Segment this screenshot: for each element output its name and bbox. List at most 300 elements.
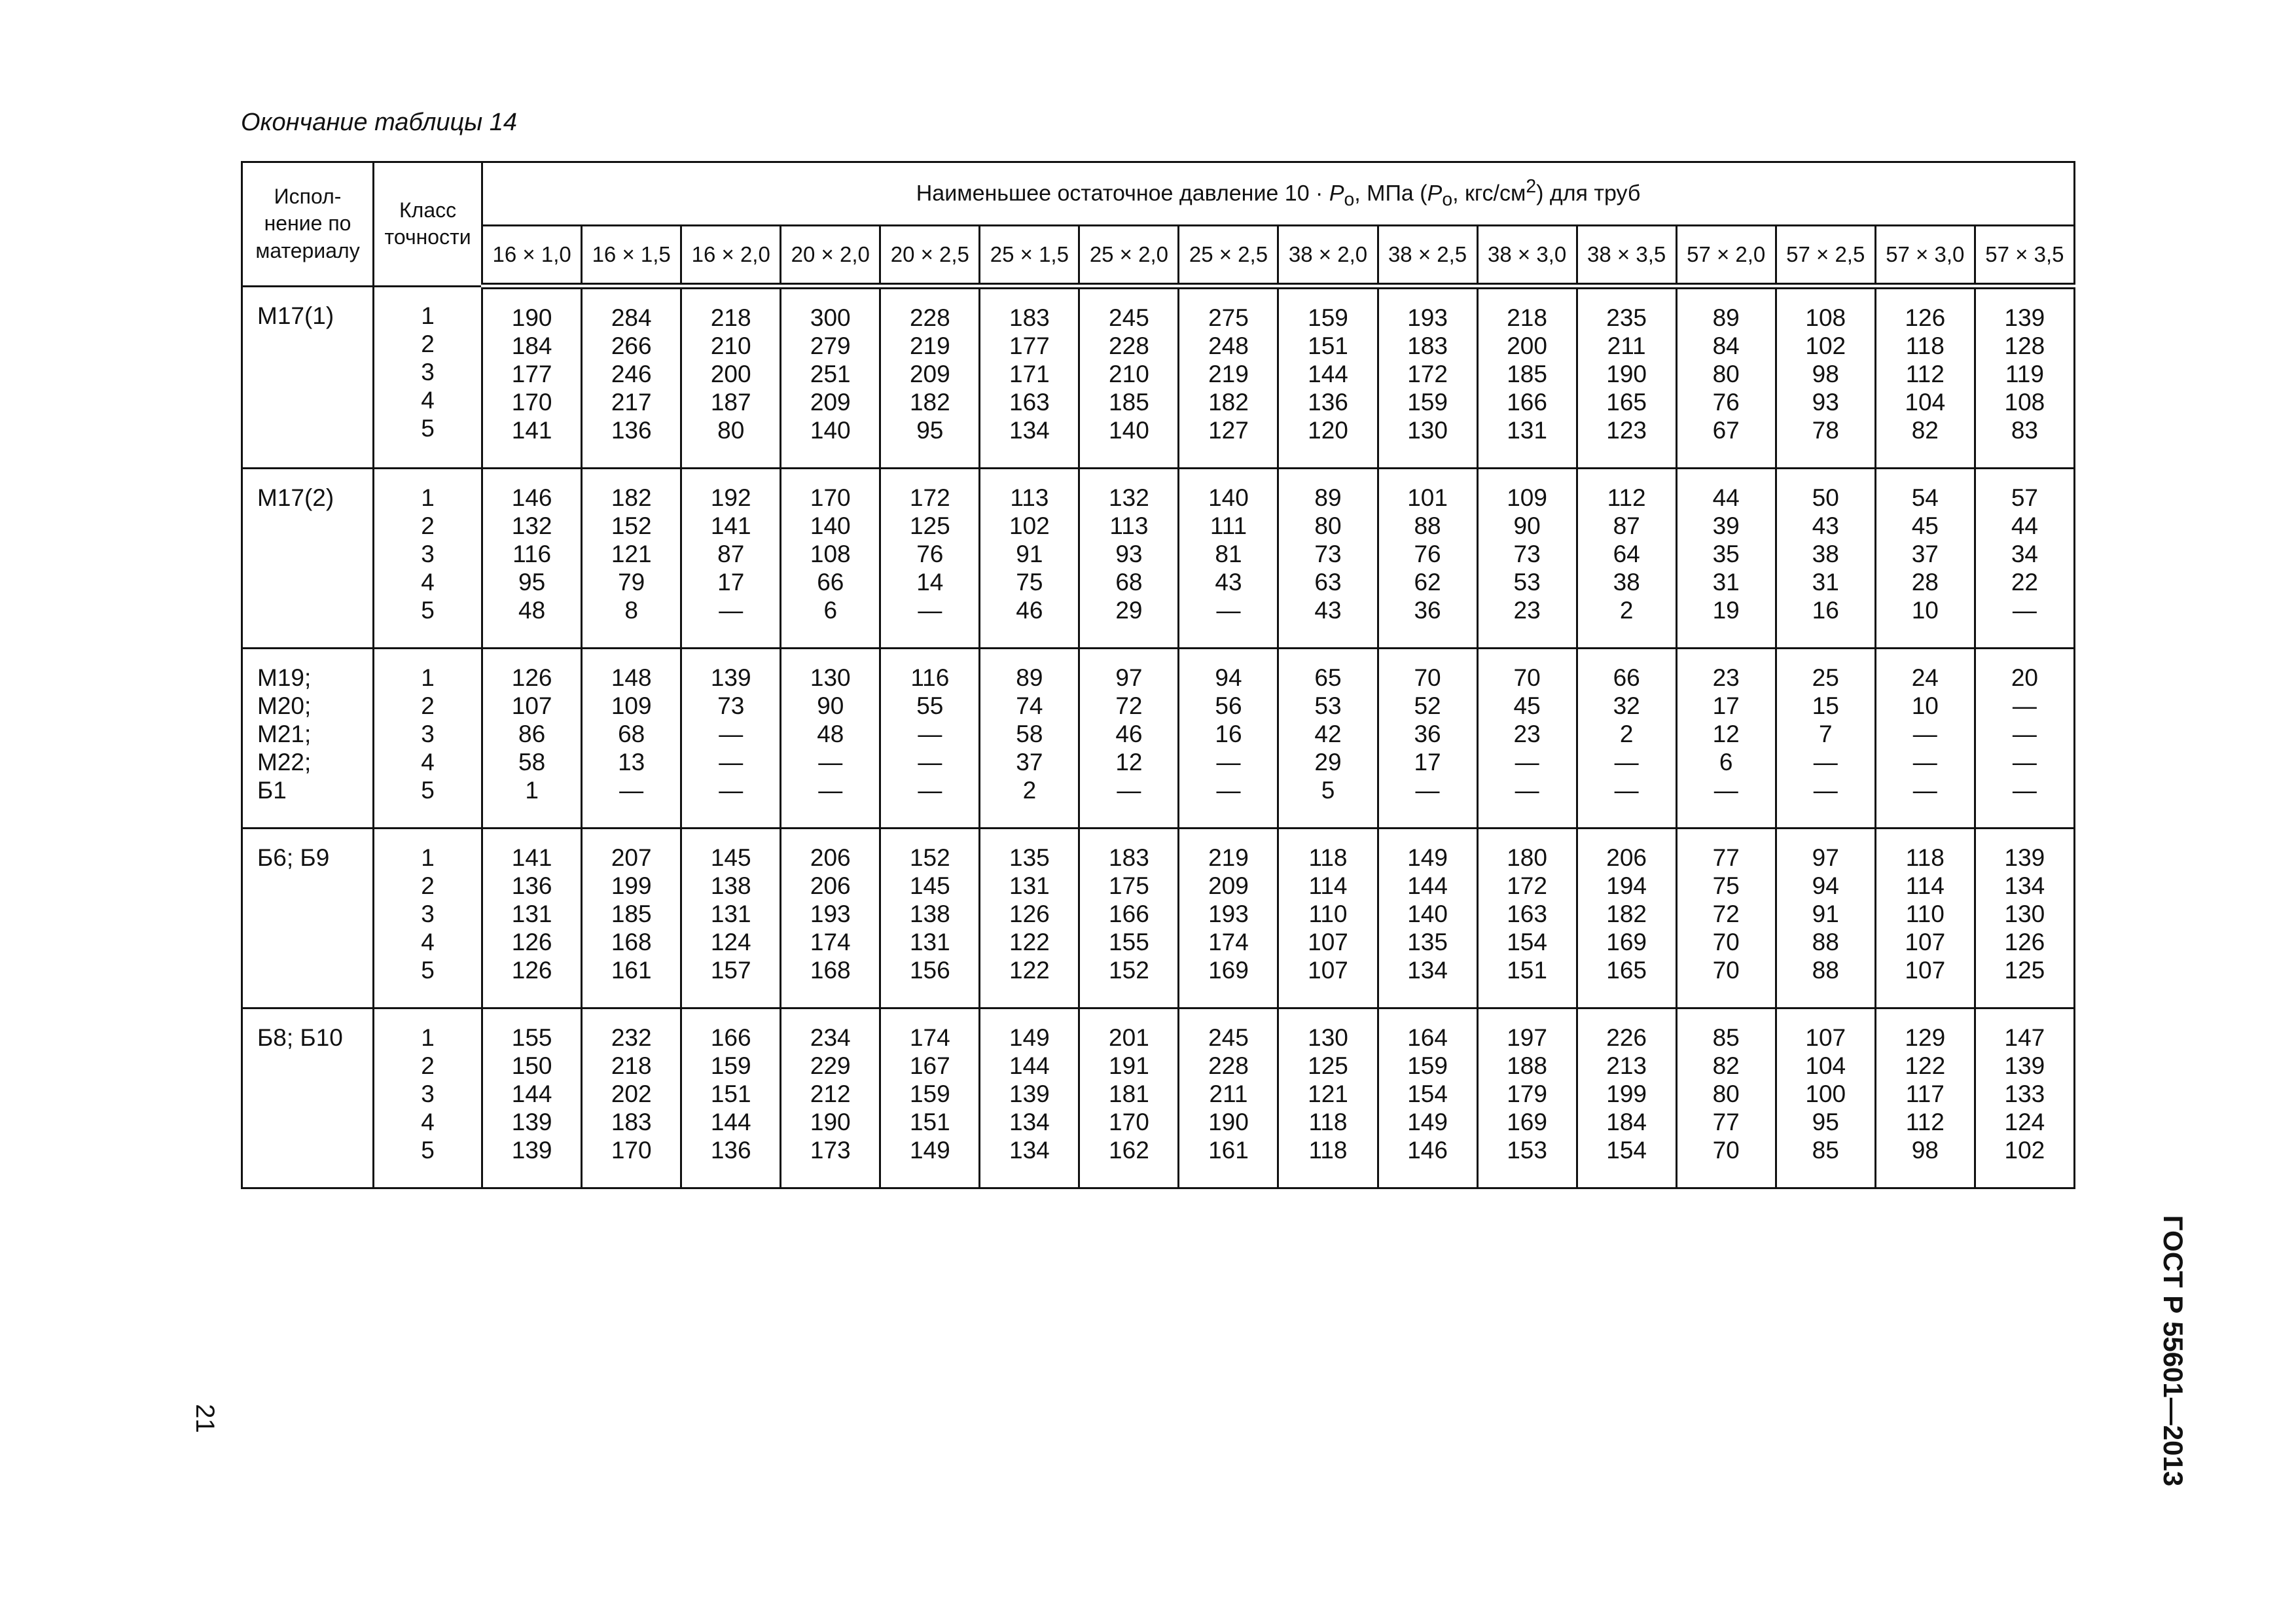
pressure-value: 140 bbox=[1208, 484, 1249, 511]
pressure-cell bbox=[1975, 469, 2074, 649]
pressure-value: 131 bbox=[511, 901, 552, 927]
pipe-size-header: 16 × 1,5 bbox=[582, 226, 681, 287]
pressure-value: 89 bbox=[1016, 664, 1043, 691]
pressure-value: 108 bbox=[810, 541, 851, 567]
pressure-value: 245 bbox=[1109, 304, 1149, 331]
pressure-value: 159 bbox=[1407, 1052, 1448, 1079]
pressure-value: 154 bbox=[1606, 1137, 1647, 1164]
pressure-value: 145 bbox=[909, 872, 950, 899]
pressure-value: 144 bbox=[1009, 1052, 1050, 1079]
pressure-value: 148 bbox=[611, 664, 652, 691]
table-row bbox=[242, 649, 2075, 829]
pressure-value: 209 bbox=[1208, 872, 1249, 899]
pressure-value: — bbox=[1813, 777, 1838, 804]
pressure-value: 46 bbox=[1016, 597, 1043, 624]
pressure-value: 109 bbox=[611, 692, 652, 719]
pressure-cell bbox=[1278, 649, 1378, 829]
pressure-value: 36 bbox=[1414, 597, 1441, 624]
pressure-cell bbox=[681, 286, 781, 469]
pressure-value: 228 bbox=[1109, 332, 1149, 359]
pressure-value: 23 bbox=[1712, 664, 1740, 691]
pressure-value: 66 bbox=[817, 569, 844, 596]
pressure-value: 275 bbox=[1208, 304, 1249, 331]
pressure-value: 39 bbox=[1712, 512, 1740, 539]
pressure-value: 121 bbox=[611, 541, 652, 567]
pressure-cell bbox=[880, 829, 980, 1008]
pressure-value: 211 bbox=[1607, 332, 1646, 359]
pressure-value: 88 bbox=[1812, 929, 1839, 955]
pressure-value: — bbox=[2012, 597, 2037, 624]
pressure-value: 62 bbox=[1414, 569, 1441, 596]
class-value: 2 bbox=[421, 512, 435, 539]
pressure-value: 149 bbox=[1009, 1024, 1050, 1051]
pressure-value: 182 bbox=[1208, 389, 1249, 416]
pressure-value: 78 bbox=[1812, 417, 1839, 444]
pressure-cell bbox=[1975, 829, 2074, 1008]
pressure-value: 185 bbox=[611, 901, 652, 927]
pressure-cell bbox=[1378, 649, 1477, 829]
pressure-value: 45 bbox=[1911, 512, 1939, 539]
pressure-cell bbox=[1378, 1008, 1477, 1188]
pressure-value: 54 bbox=[1911, 484, 1939, 511]
pressure-cell bbox=[1875, 286, 1975, 469]
pressure-value: — bbox=[1912, 749, 1937, 776]
pressure-value: 172 bbox=[1407, 361, 1448, 387]
pressure-value: 122 bbox=[1009, 929, 1050, 955]
pressure-value: 125 bbox=[1308, 1052, 1348, 1079]
pressure-cell bbox=[1776, 649, 1875, 829]
pressure-value: 16 bbox=[1215, 721, 1242, 747]
pressure-value: 87 bbox=[717, 541, 745, 567]
pressure-value: 73 bbox=[717, 692, 745, 719]
pressure-value: 36 bbox=[1414, 721, 1441, 747]
pressure-value: — bbox=[918, 597, 942, 624]
pressure-value: 76 bbox=[916, 541, 944, 567]
pressure-value: 42 bbox=[1314, 721, 1342, 747]
pressure-value: 284 bbox=[611, 304, 652, 331]
pressure-value: 152 bbox=[909, 844, 950, 871]
pressure-value: 161 bbox=[611, 957, 652, 984]
pressure-value: 187 bbox=[710, 389, 751, 416]
pressure-cell bbox=[1079, 829, 1179, 1008]
pressure-cell bbox=[980, 1008, 1079, 1188]
pressure-value: — bbox=[1614, 749, 1639, 776]
pressure-value: 128 bbox=[2004, 332, 2045, 359]
pipe-size-header: 57 × 2,0 bbox=[1676, 226, 1776, 287]
pressure-value: 121 bbox=[1308, 1080, 1348, 1107]
pressure-value: 101 bbox=[1407, 484, 1448, 511]
pressure-value: 113 bbox=[1010, 484, 1049, 511]
pressure-value: — bbox=[818, 777, 843, 804]
pressure-value: 23 bbox=[1513, 721, 1541, 747]
pressure-value: 34 bbox=[2011, 541, 2038, 567]
pressure-value: 169 bbox=[1208, 957, 1249, 984]
material-label: М19; bbox=[257, 664, 312, 691]
pressure-value: 130 bbox=[2004, 901, 2045, 927]
pressure-value: 163 bbox=[1009, 389, 1050, 416]
pressure-value: 177 bbox=[1009, 332, 1050, 359]
pressure-value: 159 bbox=[1308, 304, 1348, 331]
class-value: 3 bbox=[421, 358, 435, 385]
pressure-value: 170 bbox=[810, 484, 851, 511]
class-cell bbox=[374, 286, 482, 469]
table-row bbox=[242, 1008, 2075, 1188]
pressure-value: 213 bbox=[1606, 1052, 1647, 1079]
pressure-value: 130 bbox=[1407, 417, 1448, 444]
pressure-value: — bbox=[1713, 777, 1738, 804]
pressure-value: 218 bbox=[710, 304, 751, 331]
pressure-value: 90 bbox=[817, 692, 844, 719]
pressure-cell bbox=[1477, 829, 1577, 1008]
pressure-cell bbox=[1079, 469, 1179, 649]
pressure-value: 23 bbox=[1513, 597, 1541, 624]
pressure-value: 139 bbox=[710, 664, 751, 691]
pressure-value: 170 bbox=[611, 1137, 652, 1164]
pressure-cell bbox=[1179, 1008, 1278, 1188]
pressure-value: 152 bbox=[1109, 957, 1149, 984]
pressure-value: 149 bbox=[909, 1137, 950, 1164]
pressure-value: 173 bbox=[810, 1137, 851, 1164]
pressure-value: 228 bbox=[1208, 1052, 1249, 1079]
pressure-value: 2 bbox=[1619, 597, 1634, 624]
pressure-value: 8 bbox=[624, 597, 638, 624]
pressure-value: 140 bbox=[1407, 901, 1448, 927]
pressure-value: 31 bbox=[1812, 569, 1839, 596]
pressure-value: 43 bbox=[1215, 569, 1242, 596]
pressure-cell bbox=[1676, 829, 1776, 1008]
material-label: М17(1) bbox=[257, 302, 334, 329]
pressure-value: 95 bbox=[518, 569, 546, 596]
pipe-size-header: 38 × 2,5 bbox=[1378, 226, 1477, 287]
pressure-value: 112 bbox=[1905, 1109, 1945, 1135]
pressure-value: 226 bbox=[1606, 1024, 1647, 1051]
pressure-value: 5 bbox=[1321, 777, 1335, 804]
pressure-value: 141 bbox=[511, 844, 552, 871]
pressure-value: 217 bbox=[611, 389, 652, 416]
pressure-value: 180 bbox=[1507, 844, 1547, 871]
pressure-value: 246 bbox=[611, 361, 652, 387]
table-row bbox=[242, 829, 2075, 1008]
pressure-value: 85 bbox=[1812, 1137, 1839, 1164]
pressure-cell bbox=[1776, 1008, 1875, 1188]
pressure-value: 107 bbox=[511, 692, 552, 719]
pressure-value: 55 bbox=[916, 692, 944, 719]
pressure-value: 151 bbox=[909, 1109, 950, 1135]
pressure-value: 70 bbox=[1513, 664, 1541, 691]
pressure-value: — bbox=[918, 721, 942, 747]
pressure-value: 155 bbox=[511, 1024, 552, 1051]
class-value: 2 bbox=[421, 692, 435, 719]
pressure-value: 164 bbox=[1407, 1024, 1448, 1051]
pressure-value: 102 bbox=[1805, 332, 1846, 359]
pressure-cell bbox=[1079, 1008, 1179, 1188]
pressure-value: 131 bbox=[909, 929, 950, 955]
pressure-value: 151 bbox=[1308, 332, 1348, 359]
pressure-value: 144 bbox=[1308, 361, 1348, 387]
pressure-value: 153 bbox=[1507, 1137, 1547, 1164]
pressure-value: 90 bbox=[1513, 512, 1541, 539]
pressure-value: 6 bbox=[823, 597, 838, 624]
class-cell bbox=[374, 649, 482, 829]
pressure-value: 85 bbox=[1712, 1024, 1740, 1051]
pressure-cell bbox=[1577, 829, 1676, 1008]
pressure-value: 174 bbox=[810, 929, 851, 955]
pressure-value: 25 bbox=[1812, 664, 1839, 691]
pressure-value: 75 bbox=[1712, 872, 1740, 899]
pressure-value: 190 bbox=[810, 1109, 851, 1135]
pressure-value: 28 bbox=[1911, 569, 1939, 596]
pressure-value: 190 bbox=[511, 304, 552, 331]
pressure-value: 80 bbox=[1314, 512, 1342, 539]
table-body bbox=[242, 286, 2075, 1188]
pressure-value: 38 bbox=[1613, 569, 1640, 596]
pressure-value: 191 bbox=[1109, 1052, 1149, 1079]
pipe-size-header: 57 × 3,5 bbox=[1975, 226, 2074, 287]
document-code: ГОСТ Р 55601—2013 bbox=[2158, 1215, 2189, 1487]
pressure-cell bbox=[1975, 1008, 2074, 1188]
pressure-value: — bbox=[1813, 749, 1838, 776]
pressure-value: 157 bbox=[710, 957, 751, 984]
material-label: М21; bbox=[257, 721, 312, 747]
pressure-value: 20 bbox=[2011, 664, 2038, 691]
pressure-value: 134 bbox=[1009, 1137, 1050, 1164]
pressure-value: 50 bbox=[1812, 484, 1839, 511]
pressure-value: 199 bbox=[611, 872, 652, 899]
pressure-value: 91 bbox=[1016, 541, 1043, 567]
pressure-value: 116 bbox=[910, 664, 950, 691]
pressure-value: 110 bbox=[1308, 901, 1348, 927]
pressure-value: 124 bbox=[710, 929, 751, 955]
pressure-cell bbox=[1278, 469, 1378, 649]
pressure-value: 73 bbox=[1513, 541, 1541, 567]
pressure-cell bbox=[482, 829, 582, 1008]
pressure-value: 102 bbox=[1009, 512, 1050, 539]
pressure-value: 63 bbox=[1314, 569, 1342, 596]
pressure-value: 139 bbox=[1009, 1080, 1050, 1107]
pressure-cell bbox=[582, 469, 681, 649]
pressure-value: 124 bbox=[2004, 1109, 2045, 1135]
pressure-value: 209 bbox=[810, 389, 851, 416]
pressure-value: 190 bbox=[1606, 361, 1647, 387]
pressure-value: 64 bbox=[1613, 541, 1640, 567]
pressure-cell bbox=[1577, 649, 1676, 829]
pressure-value: 127 bbox=[1208, 417, 1249, 444]
pressure-value: 132 bbox=[1109, 484, 1149, 511]
pressure-value: 172 bbox=[1507, 872, 1547, 899]
class-value: 3 bbox=[421, 1080, 435, 1107]
pressure-cell bbox=[781, 649, 880, 829]
pressure-value: 107 bbox=[1308, 929, 1348, 955]
pressure-value: 174 bbox=[909, 1024, 950, 1051]
pressure-cell bbox=[980, 829, 1079, 1008]
pressure-value: 136 bbox=[710, 1137, 751, 1164]
pressure-value: 1 bbox=[525, 777, 539, 804]
pipe-size-header: 20 × 2,0 bbox=[781, 226, 880, 287]
pressure-value: 184 bbox=[511, 332, 552, 359]
pressure-value: 144 bbox=[511, 1080, 552, 1107]
pressure-value: 139 bbox=[2004, 1052, 2045, 1079]
pressure-value: 77 bbox=[1712, 1109, 1740, 1135]
pressure-value: 138 bbox=[909, 901, 950, 927]
pressure-cell bbox=[980, 286, 1079, 469]
pressure-value: 17 bbox=[1414, 749, 1441, 776]
pressure-value: 81 bbox=[1215, 541, 1242, 567]
pressure-value: — bbox=[619, 777, 644, 804]
class-value: 3 bbox=[421, 541, 435, 567]
pressure-value: 235 bbox=[1606, 304, 1647, 331]
pressure-value: 87 bbox=[1613, 512, 1640, 539]
pressure-value: — bbox=[1912, 777, 1937, 804]
class-value: 5 bbox=[421, 957, 435, 984]
class-value: 4 bbox=[421, 1109, 435, 1135]
pressure-value: 88 bbox=[1812, 957, 1839, 984]
pressure-value: 151 bbox=[1507, 957, 1547, 984]
pressure-cell bbox=[681, 829, 781, 1008]
pressure-value: 152 bbox=[611, 512, 652, 539]
pressure-value: — bbox=[1614, 777, 1639, 804]
pressure-value: 76 bbox=[1712, 389, 1740, 416]
pressure-value: 130 bbox=[810, 664, 851, 691]
pressure-value: 15 bbox=[1812, 692, 1839, 719]
pressure-value: 229 bbox=[810, 1052, 851, 1079]
pressure-cell bbox=[1477, 469, 1577, 649]
pressure-cell bbox=[781, 1008, 880, 1188]
pressure-value: 22 bbox=[2011, 569, 2038, 596]
pressure-value: 66 bbox=[1613, 664, 1640, 691]
pressure-value: — bbox=[719, 721, 744, 747]
pressure-value: 122 bbox=[1009, 957, 1050, 984]
pressure-value: 219 bbox=[909, 332, 950, 359]
pressure-value: 91 bbox=[1812, 901, 1839, 927]
pressure-cell bbox=[1079, 649, 1179, 829]
pressure-value: 2 bbox=[1619, 721, 1634, 747]
pressure-value: 12 bbox=[1712, 721, 1740, 747]
class-value: 4 bbox=[421, 749, 435, 776]
pressure-value: 95 bbox=[916, 417, 944, 444]
pressure-value: — bbox=[1216, 777, 1241, 804]
pressure-value: 140 bbox=[810, 417, 851, 444]
class-cell bbox=[374, 469, 482, 649]
class-value: 2 bbox=[421, 330, 435, 357]
pressure-value: 112 bbox=[1905, 361, 1945, 387]
pressure-value: 228 bbox=[909, 304, 950, 331]
pipe-size-header: 16 × 2,0 bbox=[681, 226, 781, 287]
pressure-value: 44 bbox=[1712, 484, 1740, 511]
pressure-value: 122 bbox=[1905, 1052, 1946, 1079]
class-value: 5 bbox=[421, 1137, 435, 1164]
pressure-cell bbox=[1676, 1008, 1776, 1188]
pressure-value: 94 bbox=[1215, 664, 1242, 691]
pressure-cell bbox=[582, 649, 681, 829]
pressure-value: 12 bbox=[1115, 749, 1143, 776]
pressure-value: 119 bbox=[2005, 361, 2044, 387]
pressure-value: 17 bbox=[717, 569, 745, 596]
pressure-value: 201 bbox=[1109, 1024, 1149, 1051]
pressure-value: 19 bbox=[1712, 597, 1740, 624]
pressure-value: 97 bbox=[1812, 844, 1839, 871]
pressure-value: 200 bbox=[1507, 332, 1547, 359]
pressure-value: 218 bbox=[611, 1052, 652, 1079]
pressure-value: 118 bbox=[1905, 332, 1945, 359]
pressure-value: 146 bbox=[1407, 1137, 1448, 1164]
class-value: 1 bbox=[421, 664, 435, 691]
pressure-cell bbox=[1577, 1008, 1676, 1188]
pressure-value: 144 bbox=[1407, 872, 1448, 899]
pressure-value: 134 bbox=[1009, 1109, 1050, 1135]
pressure-cell bbox=[1875, 829, 1975, 1008]
pressure-value: 131 bbox=[1507, 417, 1547, 444]
pipe-size-header: 38 × 3,5 bbox=[1577, 226, 1676, 287]
pressure-value: 151 bbox=[710, 1080, 751, 1107]
pressure-value: 75 bbox=[1016, 569, 1043, 596]
pressure-cell bbox=[482, 1008, 582, 1188]
pressure-value: 136 bbox=[1308, 389, 1348, 416]
pressure-value: 104 bbox=[1905, 389, 1946, 416]
pressure-value: 183 bbox=[1407, 332, 1448, 359]
pressure-cell bbox=[482, 649, 582, 829]
pressure-value: 129 bbox=[1905, 1024, 1946, 1051]
pressure-value: 169 bbox=[1606, 929, 1647, 955]
pressure-value: 134 bbox=[1009, 417, 1050, 444]
pressure-value: 73 bbox=[1314, 541, 1342, 567]
class-value: 1 bbox=[421, 1024, 435, 1051]
pressure-value: 139 bbox=[511, 1137, 552, 1164]
pressure-value: 219 bbox=[1208, 844, 1249, 871]
pressure-value: 184 bbox=[1606, 1109, 1647, 1135]
pressure-value: 57 bbox=[2011, 484, 2038, 511]
pressure-value: 114 bbox=[1905, 872, 1945, 899]
pressure-value: 2 bbox=[1022, 777, 1037, 804]
pressure-cell bbox=[681, 649, 781, 829]
material-label: М20; bbox=[257, 692, 312, 719]
pressure-value: 108 bbox=[1805, 304, 1846, 331]
pressure-value: 170 bbox=[511, 389, 552, 416]
pressure-value: 166 bbox=[1507, 389, 1547, 416]
pressure-value: 110 bbox=[1905, 901, 1945, 927]
pressure-value: 149 bbox=[1407, 1109, 1448, 1135]
pressure-value: 174 bbox=[1208, 929, 1249, 955]
pressure-value: 159 bbox=[710, 1052, 751, 1079]
class-value: 4 bbox=[421, 386, 435, 414]
pressure-cell bbox=[1378, 469, 1477, 649]
pressure-value: 68 bbox=[618, 721, 645, 747]
pressure-value: 52 bbox=[1414, 692, 1441, 719]
material-label: М22; bbox=[257, 749, 312, 776]
pressure-value: 83 bbox=[2011, 417, 2038, 444]
pressure-value: — bbox=[719, 749, 744, 776]
pressure-value: — bbox=[818, 749, 843, 776]
pressure-value: — bbox=[2012, 721, 2037, 747]
size-header-row bbox=[242, 226, 2075, 287]
pressure-value: 212 bbox=[810, 1080, 851, 1107]
pressure-value: 117 bbox=[1905, 1080, 1945, 1107]
pipe-size-header: 16 × 1,0 bbox=[482, 226, 582, 287]
pressure-value: 112 bbox=[1607, 484, 1646, 511]
pressure-value: 95 bbox=[1812, 1109, 1839, 1135]
pressure-cell bbox=[1676, 649, 1776, 829]
pressure-value: 206 bbox=[810, 844, 851, 871]
pressure-value: 130 bbox=[1308, 1024, 1348, 1051]
pipe-size-header: 57 × 2,5 bbox=[1776, 226, 1875, 287]
pressure-value: 37 bbox=[1016, 749, 1043, 776]
pressure-value: — bbox=[1117, 777, 1141, 804]
pressure-value: 111 bbox=[1210, 512, 1247, 539]
pressure-cell bbox=[681, 1008, 781, 1188]
pressure-value: 123 bbox=[1606, 417, 1647, 444]
pressure-value: 45 bbox=[1513, 692, 1541, 719]
class-value: 4 bbox=[421, 569, 435, 596]
pressure-value: 206 bbox=[1606, 844, 1647, 871]
